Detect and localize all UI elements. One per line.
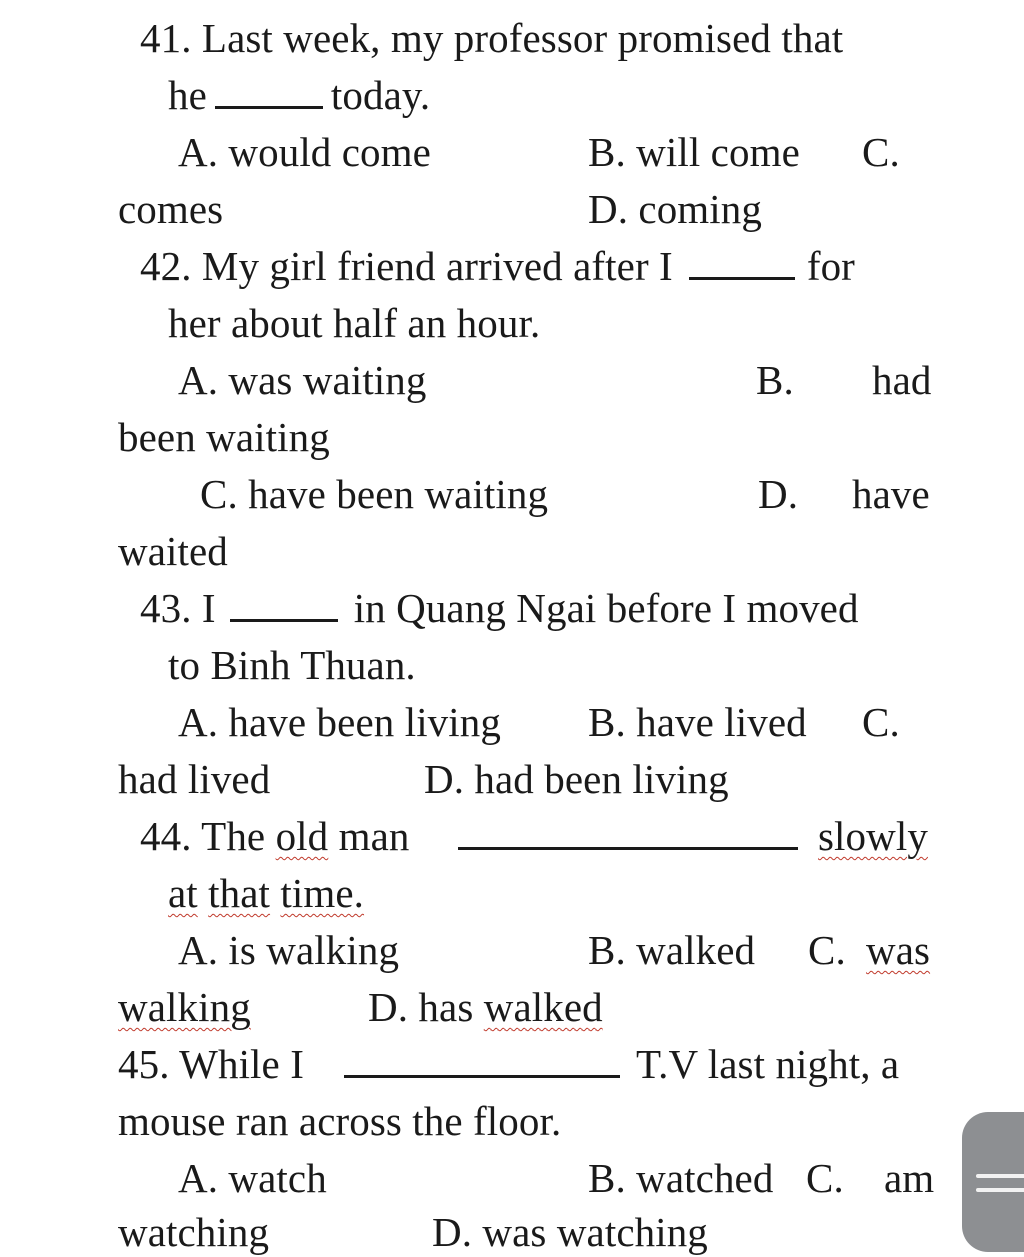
question-43-line1: 43. I in Quang Ngai before I moved [140, 585, 859, 631]
question-44-word: slowly [818, 813, 928, 859]
question-41-line1: 41. Last week, my professor promised that [140, 15, 844, 61]
handle-grip-icon [976, 1188, 1024, 1192]
q44-option-a[interactable]: A. is walking [178, 927, 400, 973]
q43-option-d[interactable]: D. had been living [424, 756, 729, 802]
question-42-line1: 42. My girl friend arrived after I for [140, 243, 855, 289]
q45-option-c-word[interactable]: am [884, 1155, 935, 1201]
handle-grip-icon [976, 1174, 1024, 1178]
q42-option-c[interactable]: C. have been waiting [200, 471, 549, 517]
q42-option-d-word[interactable]: have [852, 471, 930, 517]
q44-option-c-text[interactable]: walking [118, 984, 251, 1030]
q41-option-b[interactable]: B. will come [588, 129, 800, 175]
question-44-line2: at that time. [168, 870, 365, 916]
q45-option-b[interactable]: B. watched [588, 1155, 774, 1201]
q41-option-a[interactable]: A. would come [178, 129, 431, 175]
question-45-line2: mouse ran across the floor. [118, 1098, 562, 1144]
answer-blank-long [344, 1040, 620, 1088]
q41-option-c-letter[interactable]: C. [862, 129, 900, 175]
answer-blank [689, 247, 795, 280]
question-42-line2: her about half an hour. [168, 300, 541, 346]
question-45-line1: 45. While I [118, 1041, 304, 1087]
q42-option-a[interactable]: A. was waiting [178, 357, 427, 403]
question-44-line1: 44. The old man [140, 813, 410, 859]
q44-option-c-letter[interactable]: C. [808, 927, 846, 973]
q42-option-d-letter[interactable]: D. [758, 471, 799, 517]
q43-option-c-text[interactable]: had lived [118, 756, 271, 802]
question-41-line2: he today. [168, 72, 431, 118]
q42-option-b-text[interactable]: been waiting [118, 414, 330, 460]
q44-option-c-word[interactable]: was [866, 927, 931, 973]
answer-blank-long [458, 812, 798, 860]
q44-option-b[interactable]: B. walked [588, 927, 756, 973]
q43-option-a[interactable]: A. have been living [178, 699, 501, 745]
answer-blank [230, 589, 338, 622]
question-45-line1-end: T.V last night, a [636, 1041, 900, 1087]
q42-option-d-text[interactable]: waited [118, 528, 228, 574]
q44-option-d[interactable]: D. has walked [368, 984, 603, 1030]
q42-option-b-letter[interactable]: B. [756, 357, 794, 403]
question-43-line2: to Binh Thuan. [168, 642, 416, 688]
answer-blank [215, 76, 323, 109]
q41-option-c-text[interactable]: comes [118, 186, 224, 232]
q45-option-a[interactable]: A. watch [178, 1155, 327, 1201]
q45-option-d[interactable]: D. was watching [432, 1209, 708, 1255]
q45-option-c-letter[interactable]: C. [806, 1155, 844, 1201]
q41-option-d[interactable]: D. coming [588, 186, 762, 232]
q43-option-b[interactable]: B. have lived [588, 699, 807, 745]
q45-option-c-text[interactable]: watching [118, 1209, 270, 1255]
q43-option-c-letter[interactable]: C. [862, 699, 900, 745]
q42-option-b-word[interactable]: had [872, 357, 932, 403]
side-panel-handle[interactable] [962, 1112, 1024, 1252]
